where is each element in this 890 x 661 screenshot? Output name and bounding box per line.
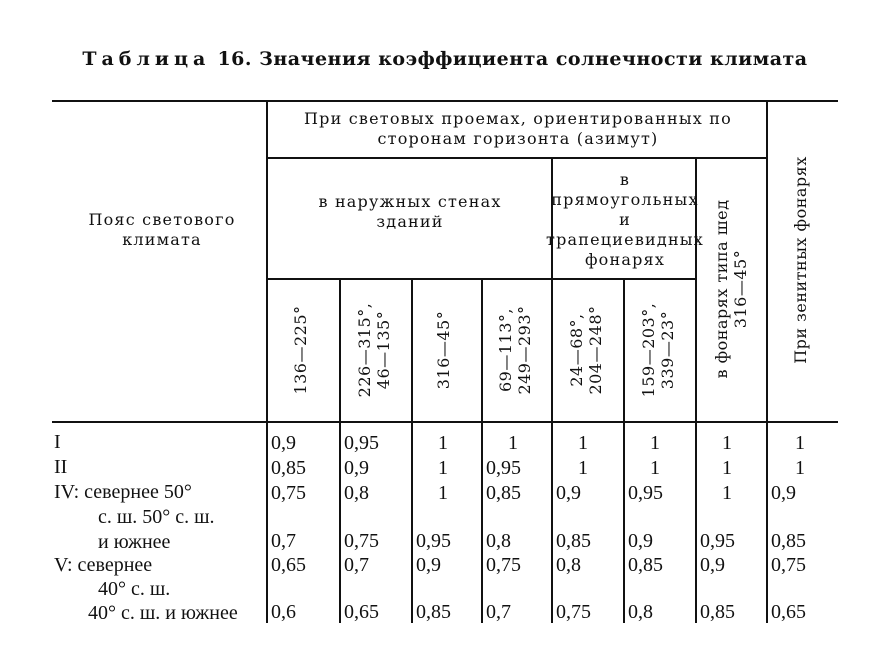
azimuth-header-2 (355, 290, 395, 410)
row-label-4a (98, 505, 215, 529)
shed-lanterns-line-1: в фонарях типа шед (712, 199, 731, 379)
table-cell: 0,65 (771, 601, 806, 623)
azimuth-header-1 (291, 290, 315, 410)
table-cell: 0,95 (344, 432, 379, 454)
zone-header (64, 200, 260, 260)
table-cell: 0,8 (486, 530, 511, 552)
azimuth-6-line-2: 339—23° (658, 310, 677, 390)
table-cell: 0,95 (416, 530, 451, 552)
table-cell: 1 (438, 432, 448, 454)
row-label-2-text: II (54, 456, 68, 478)
rect-lanterns-header (546, 168, 704, 272)
row-label-3-text: IV: севернее 50° (54, 481, 192, 503)
table-cell: 0,9 (700, 554, 725, 576)
col-rule-3 (481, 279, 483, 623)
azimuth-2-line-2: 46—135° (374, 310, 393, 390)
subgroup-rule-walls (268, 278, 551, 280)
col-rule-7 (766, 100, 768, 623)
outer-walls-header-text: в наружных стенах зданий (318, 192, 502, 231)
table-title-lead: Таблица (82, 48, 211, 70)
table-cell: 1 (578, 457, 588, 479)
azimuth-header-6 (639, 290, 679, 410)
row-label-1 (54, 430, 61, 454)
table-cell: 0,9 (416, 554, 441, 576)
row-label-6-line-2: 40° с. ш. и южнее (88, 602, 238, 624)
table-cell: 0,8 (556, 554, 581, 576)
zenith-header (791, 140, 815, 380)
table-cell: 1 (795, 457, 805, 479)
shed-lanterns-line-2: 316—45° (731, 249, 750, 329)
col-rule-2 (411, 279, 413, 623)
row-label-3 (54, 480, 192, 504)
table-cell: 1 (508, 432, 518, 454)
table-cell: 0,7 (271, 530, 296, 552)
zenith-header-text: При зенитных фонарях (791, 156, 810, 364)
table-cell: 1 (650, 457, 660, 479)
col-rule-0 (266, 100, 268, 623)
table-title-text: 16. Значения коэффициента солнечности климата (217, 48, 808, 70)
table-cell: 1 (438, 482, 448, 504)
azimuth-3-line: 316—45° (434, 310, 453, 390)
top-rule (52, 100, 838, 102)
table-cell: 0,6 (271, 601, 296, 623)
table-cell: 0,85 (771, 530, 806, 552)
table-cell: 1 (722, 432, 732, 454)
table-cell: 0,95 (486, 457, 521, 479)
table-cell: 0,9 (628, 530, 653, 552)
table-cell: 0,65 (271, 554, 306, 576)
col-rule-5 (623, 279, 625, 623)
table-cell: 0,7 (486, 601, 511, 623)
azimuth-header-3 (434, 290, 458, 410)
table-cell: 0,75 (556, 601, 591, 623)
table-cell: 1 (722, 482, 732, 504)
table-cell: 0,9 (556, 482, 581, 504)
group-top-header-text: При световых проемах, ориентированных по сторонам горизонта (азимут) (304, 109, 732, 148)
table-cell: 1 (795, 432, 805, 454)
azimuth-6-line-1: 159—203°, (639, 302, 658, 398)
row-label-4-line-2: и южнее (98, 531, 171, 553)
outer-walls-header (300, 188, 520, 236)
row-label-6-line-1: 40° с. ш. (98, 578, 171, 600)
col-rule-1 (339, 279, 341, 623)
table-cell: 1 (722, 457, 732, 479)
azimuth-1-line: 136—225° (291, 305, 310, 395)
azimuth-header-4 (496, 290, 536, 410)
table-cell: 0,75 (271, 482, 306, 504)
table-title (0, 48, 890, 70)
azimuth-4-line-2: 249—293° (515, 305, 534, 395)
table-cell: 0,95 (700, 530, 735, 552)
row-label-4-line-1: с. ш. 50° с. ш. (98, 506, 215, 528)
table-cell: 0,85 (700, 601, 735, 623)
table-cell: 0,85 (556, 530, 591, 552)
row-label-6a (98, 577, 170, 601)
table-cell: 0,85 (486, 482, 521, 504)
row-label-6b (88, 601, 238, 625)
table-cell: 0,9 (344, 457, 369, 479)
table-cell: 0,75 (486, 554, 521, 576)
row-label-5-text: V: севернее (54, 554, 153, 576)
table-cell: 0,75 (771, 554, 806, 576)
table-cell: 1 (650, 432, 660, 454)
table-cell: 0,9 (271, 432, 296, 454)
zone-header-text: Пояс светового климата (88, 210, 236, 249)
table-cell: 1 (578, 432, 588, 454)
shed-lanterns-header (712, 177, 752, 401)
azimuth-2-line-1: 226—315°, (355, 302, 374, 398)
table-cell: 0,8 (344, 482, 369, 504)
table-cell: 0,8 (628, 601, 653, 623)
azimuth-header-5 (567, 290, 607, 410)
table-cell: 0,9 (771, 482, 796, 504)
azimuth-5-line-1: 24—68°, (567, 313, 586, 387)
row-label-4b (98, 530, 170, 554)
table-cell: 1 (438, 457, 448, 479)
rect-lanterns-header-text: в прямоугольных и трапециевидных фонарях (546, 170, 704, 269)
table-cell: 0,7 (344, 554, 369, 576)
table-cell: 0,65 (344, 601, 379, 623)
table-cell: 0,85 (416, 601, 451, 623)
azimuth-4-line-1: 69—113°, (496, 308, 515, 392)
table-cell: 0,75 (344, 530, 379, 552)
group-rule (268, 157, 766, 159)
table-cell: 0,85 (628, 554, 663, 576)
group-top-header (274, 106, 762, 152)
row-label-2 (54, 455, 67, 479)
table-cell: 0,95 (628, 482, 663, 504)
azimuth-5-line-2: 204—248° (586, 305, 605, 395)
header-bottom-rule (52, 421, 838, 423)
row-label-5 (54, 553, 152, 577)
row-label-1-text: I (54, 431, 61, 453)
table-cell: 0,85 (271, 457, 306, 479)
